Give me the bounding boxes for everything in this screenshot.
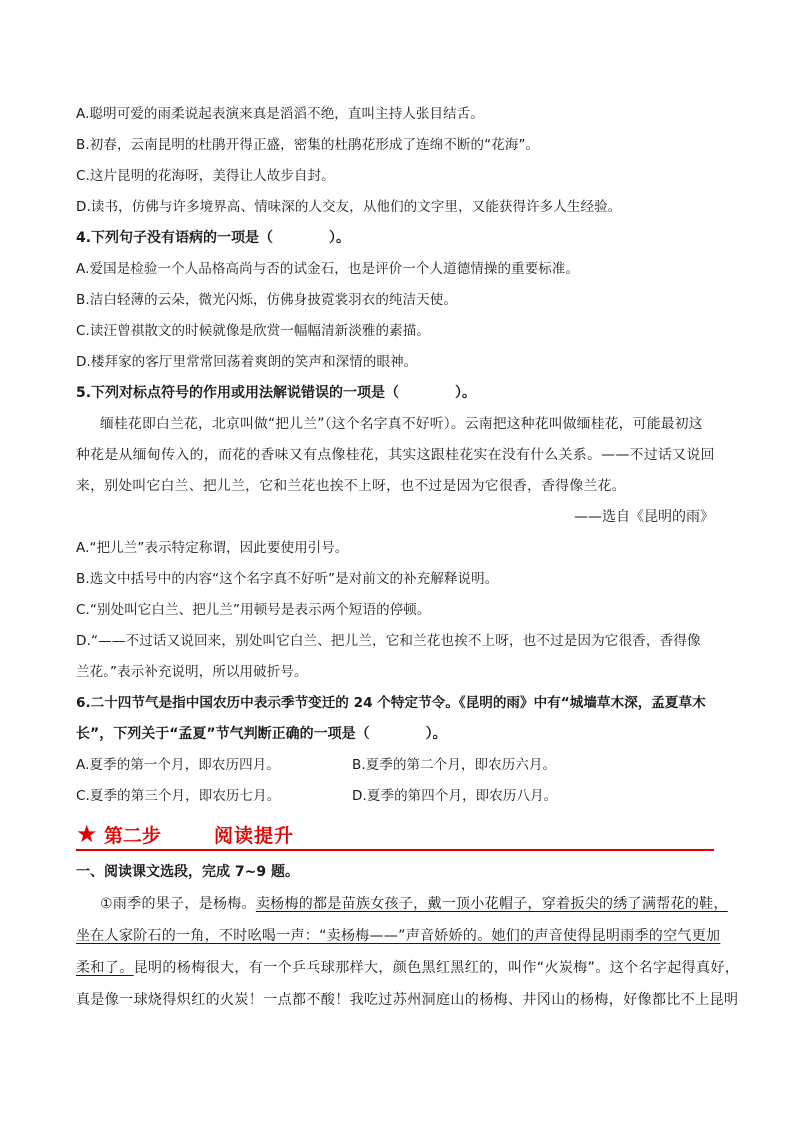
section-header xyxy=(76,822,714,850)
q5-passage-line-3: 来，别处叫它白兰、把儿兰，它和兰花也挨不上呀，也不过是因为它很香，香得像兰花。 xyxy=(76,478,626,494)
reading-line-1-underlined: 卖杨梅的都是苗族女孩子，戴一顶小花帽子，穿着扳尖的绣了满帮花的鞋， xyxy=(255,896,728,912)
reading-line-3-underlined: 柔和了。 xyxy=(76,960,134,976)
reading-line-3 xyxy=(76,958,739,978)
reading-heading: 一、阅读课文选段，完成 7~9 题。 xyxy=(76,864,299,880)
q4-option-b: B.洁白轻薄的云朵，微光闪烁，仿佛身披霓裳羽衣的纯洁天使。 xyxy=(76,292,457,308)
reading-line-1-plain: ①雨季的果子，是杨梅。 xyxy=(100,896,256,912)
q5-option-d-continued: 兰花。”表示补充说明，所以用破折号。 xyxy=(76,664,308,680)
q5-option-b: B.选文中括号中的内容“这个名字真不好听”是对前文的补充解释说明。 xyxy=(76,571,499,587)
q6-option-b: B.夏季的第二个月，即农历六月。 xyxy=(352,757,557,773)
q6-stem-line-1: 6.二十四节气是指中国农历中表示季节变迁的 24 个特定节令。《昆明的雨》中有“城墙草木深，孟夏草木 xyxy=(76,695,706,711)
q5-passage-line-1: 缅桂花即白兰花，北京叫做“把儿兰”（这个名字真不好听）。云南把这种花叫做缅桂花，可能最初这 xyxy=(100,416,703,432)
q6-option-c: C.夏季的第三个月，即农历七月。 xyxy=(76,788,281,804)
star-icon: ★ xyxy=(76,820,98,848)
q5-stem: 5.下列对标点符号的作用或用法解说错误的一项是（ ）。 xyxy=(76,385,477,401)
q3-option-b: B.初春，云南昆明的杜鹃开得正盛，密集的杜鹃花形成了连绵不断的“花海”。 xyxy=(76,137,540,153)
q4-stem: 4.下列句子没有语病的一项是（ ）。 xyxy=(76,230,351,246)
reading-line-2 xyxy=(76,926,720,946)
q4-option-d: D.楼拜家的客厅里常常回荡着爽朗的笑声和深情的眼神。 xyxy=(76,354,418,370)
q6-stem-line-2: 长”，下列关于“孟夏”节气判断正确的一项是（ ）。 xyxy=(76,726,447,742)
q3-option-d: D.读书，仿佛与许多境界高、情味深的人交友，从他们的文字里，又能获得许多人生经验。 xyxy=(76,199,622,215)
section-subtitle: 阅读提升 xyxy=(214,825,295,847)
q5-option-a: A.“把儿兰”表示特定称谓，因此要使用引号。 xyxy=(76,540,349,556)
q6-option-a: A.夏季的第一个月，即农历四月。 xyxy=(76,757,280,773)
q5-passage-source: ——选自《昆明的雨》 xyxy=(574,509,714,525)
q5-option-d: D.“——不过话又说回来，别处叫它白兰、把儿兰，它和兰花也挨不上呀，也不过是因为它很香，香得像 xyxy=(76,633,701,649)
q3-option-a: A.聪明可爱的雨柔说起表演来真是滔滔不绝，直叫主持人张目结舌。 xyxy=(76,106,484,122)
section-divider xyxy=(76,849,714,851)
reading-line-4: 真是像一球烧得炽红的火炭！一点都不酸！我吃过苏州洞庭山的杨梅、井冈山的杨梅，好像都比不上昆明 xyxy=(76,992,739,1008)
q4-option-a: A.爱国是检验一个人品格高尚与否的试金石，也是评价一个人道德情操的重要标准。 xyxy=(76,261,580,277)
reading-line-1 xyxy=(100,894,728,914)
reading-line-2-underlined: 坐在人家阶石的一角，不时吆喝一声：“卖杨梅——”声音娇娇的。她们的声音使得昆明雨季的空气更加 xyxy=(76,928,721,944)
reading-line-3-plain: 昆明的杨梅很大，有一个乒乓球那样大，颜色黑红黑红的，叫作“火炭梅”。这个名字起得真好， xyxy=(133,960,740,976)
q3-option-c: C.这片昆明的花海呀，美得让人故步自封。 xyxy=(76,168,335,184)
q5-passage-line-2: 种花是从缅甸传入的，而花的香味又有点像桂花，其实这跟桂花实在没有什么关系。——不过话又说回 xyxy=(76,447,715,463)
section-title: 第二步 xyxy=(104,825,162,847)
q5-option-c: C.“别处叫它白兰、把儿兰”用顿号是表示两个短语的停顿。 xyxy=(76,602,431,618)
q4-option-c: C.读汪曾祺散文的时候就像是欣赏一幅幅清新淡雅的素描。 xyxy=(76,323,430,339)
q6-option-d: D.夏季的第四个月，即农历八月。 xyxy=(352,788,558,804)
